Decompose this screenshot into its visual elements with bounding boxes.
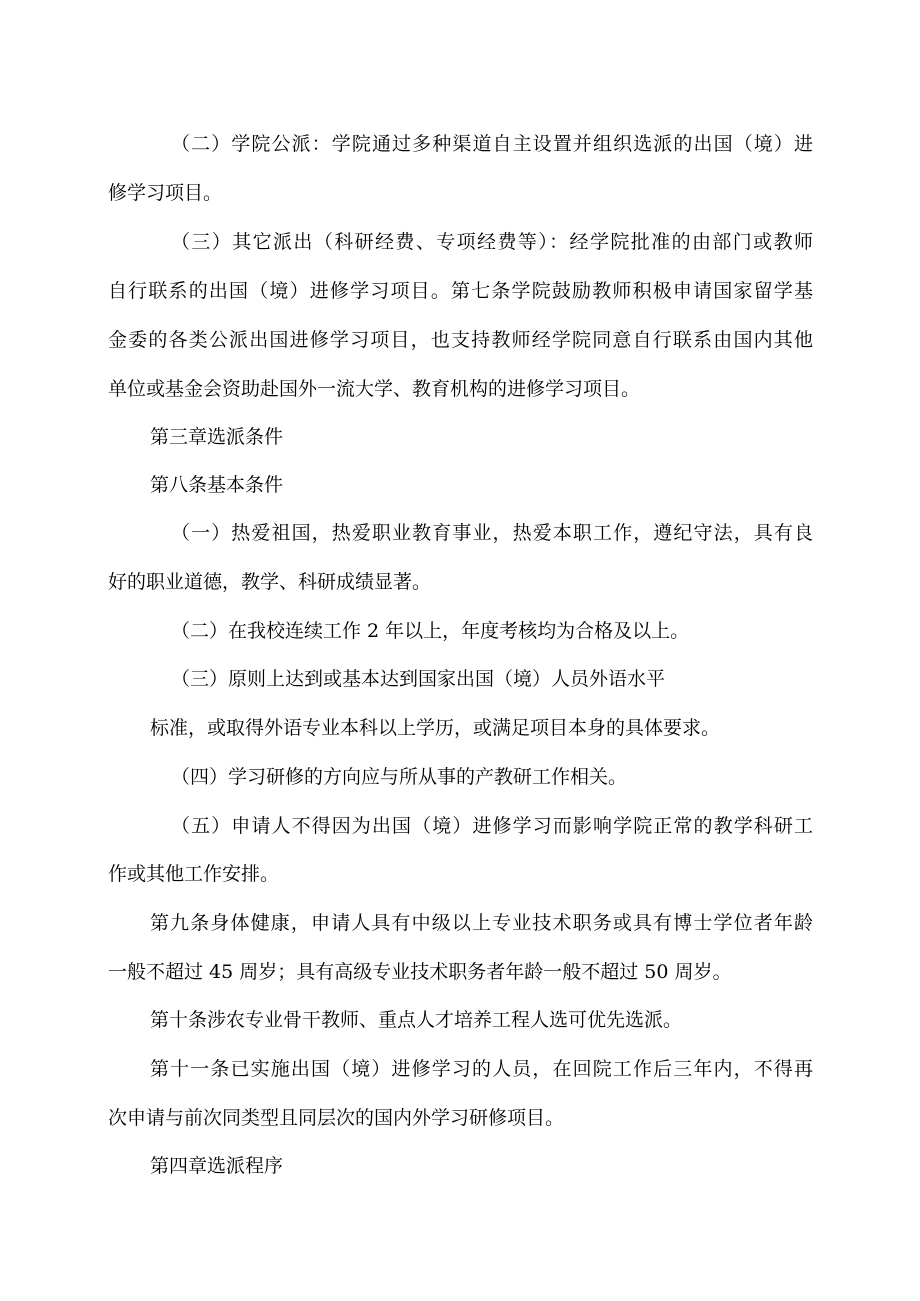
paragraph-line: 自行联系的出国（境）进修学习项目。第七条学院鼓励教师积极申请国家留学基 — [108, 280, 813, 302]
paragraph-line: 第十条涉农专业骨干教师、重点人才培养工程人选可优先选派。 — [150, 1009, 683, 1031]
paragraph-line: （二）学院公派：学院通过多种渠道自主设置并组织选派的出国（境）进 — [171, 133, 813, 155]
paragraph-line: （三）其它派出（科研经费、专项经费等）：经学院批准的由部门或教师 — [171, 231, 813, 253]
paragraph-line: （一）热爱祖国，热爱职业教育事业，热爱本职工作，遵纪守法，具有良 — [171, 522, 813, 544]
paragraph-line: （三）原则上达到或基本达到国家出国（境）人员外语水平 — [171, 668, 666, 690]
paragraph-line: 标准，或取得外语专业本科以上学历，或满足项目本身的具体要求。 — [150, 717, 721, 739]
paragraph-line: （二）在我校连续工作 2 年以上，年度考核均为合格及以上。 — [171, 620, 690, 642]
paragraph-line: （五）申请人不得因为出国（境）进修学习而影响学院正常的教学科研工 — [171, 815, 813, 837]
article-heading: 第八条基本条件 — [150, 474, 284, 496]
paragraph-line: 金委的各类公派出国进修学习项目，也支持教师经学院同意自行联系由国内其他 — [108, 329, 813, 351]
chapter-heading: 第四章选派程序 — [150, 1155, 284, 1177]
paragraph-line: （四）学习研修的方向应与所从事的产教研工作相关。 — [171, 766, 628, 788]
paragraph-line: 修学习项目。 — [108, 182, 223, 204]
paragraph-line: 次申请与前次同类型且同层次的国内外学习研修项目。 — [108, 1107, 565, 1129]
paragraph-line: 作或其他工作安排。 — [108, 863, 280, 885]
chapter-heading: 第三章选派条件 — [150, 426, 284, 448]
paragraph-line: 第九条身体健康，申请人具有中级以上专业技术职务或具有博士学位者年龄 — [150, 912, 813, 934]
paragraph-line: 单位或基金会资助赴国外一流大学、教育机构的进修学习项目。 — [108, 378, 641, 400]
paragraph-line: 好的职业道德，教学、科研成绩显著。 — [108, 571, 432, 593]
paragraph-line: 第十一条已实施出国（境）进修学习的人员，在回院工作后三年内，不得再 — [150, 1058, 813, 1080]
paragraph-line: 一般不超过 45 周岁；具有高级专业技术职务者年龄一般不超过 50 周岁。 — [108, 961, 732, 983]
